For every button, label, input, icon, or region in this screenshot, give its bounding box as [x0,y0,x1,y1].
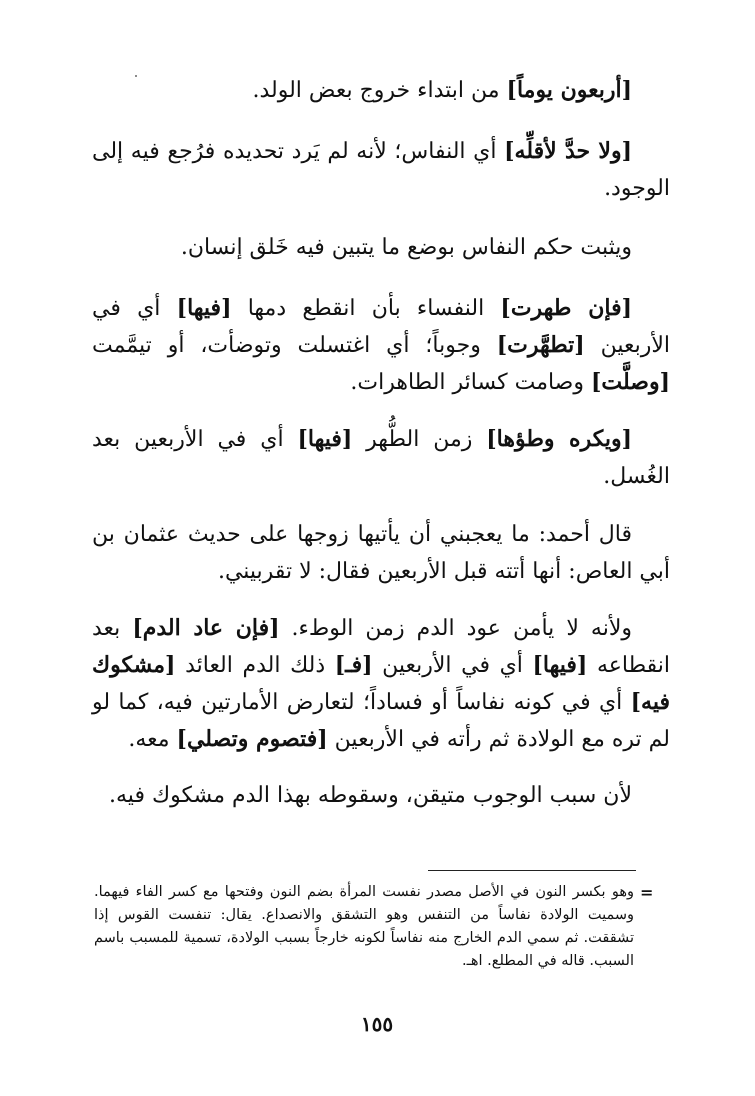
matn-text: [ويكره وطؤها] [486,426,633,452]
commentary-text: وصامت كسائر الطاهرات. [350,370,591,395]
paragraph-8 [92,777,670,814]
commentary-text: بعد انقطاعه [92,616,670,678]
paragraph-4 [92,290,670,401]
matn-text: [ولا حدَّ لأقلِّه] [504,138,632,164]
commentary-text: أي في كونه نفاساً أو فساداً؛ لتعارض الأمارتين فيه، كما لو لم تره مع الولادة ثم رأته في الأربعين [92,690,670,752]
paragraph-7 [92,610,670,758]
commentary-text: لأن سبب الوجوب متيقن، وسقوطه بهذا الدم مشكوك فيه. [109,783,632,808]
matn-text: [فإن طهرت] [500,295,633,321]
matn-text: [فـ] [334,652,373,678]
commentary-text: من ابتداء خروج بعض الولد. [252,78,507,103]
page-number: ١٥٥ [360,1012,394,1036]
footnote: وهو بكسر النون في الأصل مصدر نفست المرأة بضم النون وفتحها مع كسر الفاء فيهما. وسميت الولادة نفاساً من التنفس وهو التشقق والانصداع. يقال: تنفست القوس إذا تشققت. ثم سمي الدم الخارج منه نفاساً لكونه خارجاً بسبب الولادة، تسمية للمسبب باسم السبب. قاله في المطلع. اهـ. [94,884,634,969]
matn-text: [فتصوم وتصلي] [176,726,328,752]
matn-text: [فيها] [176,295,232,321]
commentary-text: معه. [128,727,177,752]
matn-text: [فيها] [297,426,353,452]
paragraph-5 [92,421,670,495]
commentary-text: وجوباً؛ أي اغتسلت وتوضأت، أو تيمَّمت [92,333,497,358]
commentary-text: قال أحمد: ما يعجبني أن يأتيها زوجها على حديث عثمان بن أبي العاص: أنها أتته قبل الأربعين فقال: لا تقربيني. [92,522,670,584]
commentary-text: ذلك الدم العائد [175,653,335,678]
footnote-separator [428,870,636,871]
paragraph-6 [92,516,670,590]
paragraph-3 [92,229,670,266]
commentary-text: النفساء بأن انقطع دمها [231,296,501,321]
commentary-text: أي النفاس؛ لأنه لم يَرد تحديده فرُجع فيه إلى الوجود. [92,139,670,201]
paragraph-1 [92,72,670,109]
commentary-text: ولأنه لا يأمن عود الدم زمن الوطء. [279,616,632,641]
matn-text: [وصلَّت] [590,369,670,395]
matn-text: [مشكوك فيه] [92,652,670,715]
footnote-continuation-mark: = [640,883,654,902]
matn-text: [فيها] [532,652,588,678]
matn-text: [تطهَّرت] [496,332,585,358]
matn-text: [فإن عاد الدم] [132,615,280,641]
commentary-text: أي في الأربعين [92,296,671,358]
commentary-text: أي في الأربعين بعد الغُسل. [92,427,670,489]
paragraph-2 [92,133,670,207]
matn-text: [أربعون يوماً] [506,77,632,103]
commentary-text: زمن الطُّهر [352,427,487,452]
commentary-text: ويثبت حكم النفاس بوضع ما يتبين فيه خَلق إنسان. [180,235,632,260]
commentary-text: أي في الأربعين [372,653,533,678]
